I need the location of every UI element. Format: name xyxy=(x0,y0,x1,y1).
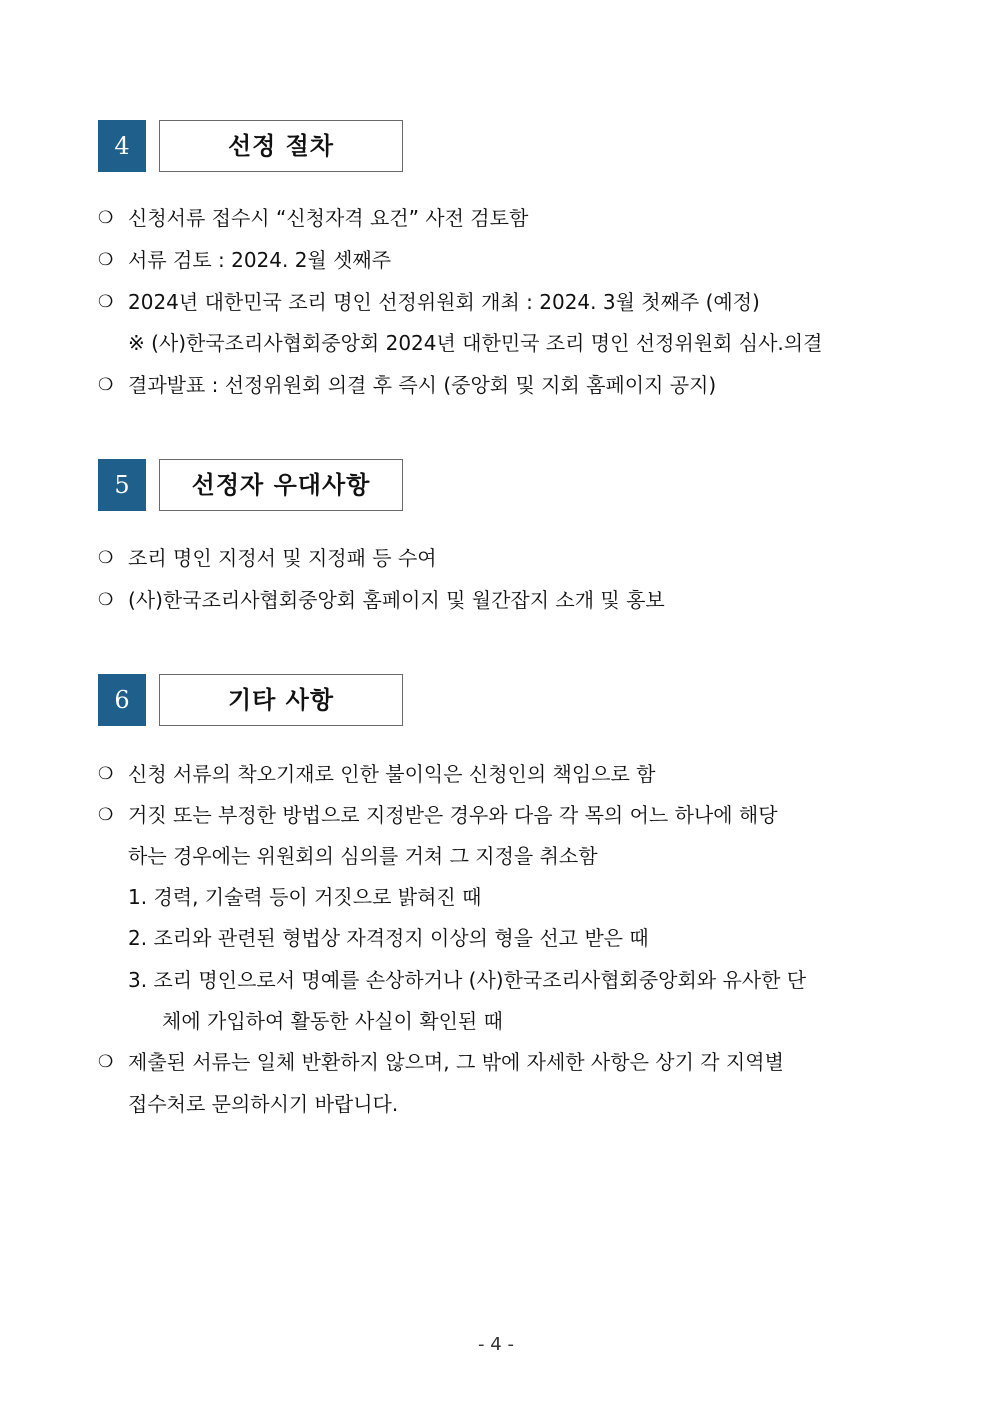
numbered-item: 2. 조리와 관련된 형법상 자격정지 이상의 형을 선고 받은 때 xyxy=(128,926,649,950)
circle-bullet-icon: ❍ xyxy=(98,590,114,610)
circle-bullet-icon: ❍ xyxy=(98,375,114,395)
list-item: ❍ 결과발표 : 선정위원회 의결 후 즉시 (중앙회 및 지회 홈페이지 공지) xyxy=(98,373,717,397)
numbered-item: 1. 경력, 기술력 등이 거짓으로 밝혀진 때 xyxy=(128,885,482,909)
numbered-item-continuation: 체에 가입하여 활동한 사실이 확인된 때 xyxy=(162,1009,503,1033)
list-item: ❍ (사)한국조리사협회중앙회 홈페이지 및 월간잡지 소개 및 홍보 xyxy=(98,588,665,612)
list-item: ❍ 신청 서류의 착오기재로 인한 불이익은 신청인의 책임으로 함 xyxy=(98,762,656,786)
list-item: ❍ 제출된 서류는 일체 반환하지 않으며, 그 밖에 자세한 사항은 상기 각 지역별 xyxy=(98,1050,784,1074)
section-title: 기타 사항 xyxy=(159,674,403,726)
circle-bullet-icon: ❍ xyxy=(98,548,114,568)
list-item-continuation: 하는 경우에는 위원회의 심의를 거쳐 그 지정을 취소함 xyxy=(128,844,598,868)
circle-bullet-icon: ❍ xyxy=(98,208,114,228)
list-item-continuation: 접수처로 문의하시기 바랍니다. xyxy=(128,1092,399,1116)
circle-bullet-icon: ❍ xyxy=(98,1052,114,1072)
circle-bullet-icon: ❍ xyxy=(98,805,114,825)
numbered-item: 3. 조리 명인으로서 명예를 손상하거나 (사)한국조리사협회중앙회와 유사한 단 xyxy=(128,968,807,992)
note-item: ※ (사)한국조리사협회중앙회 2024년 대한민국 조리 명인 선정위원회 심사.의결 xyxy=(128,331,823,355)
list-item: ❍ 서류 검토 : 2024. 2월 셋째주 xyxy=(98,248,392,272)
section-title: 선정자 우대사항 xyxy=(159,459,403,511)
circle-bullet-icon: ❍ xyxy=(98,764,114,784)
list-item: ❍ 조리 명인 지정서 및 지정패 등 수여 xyxy=(98,546,437,570)
section-number: 5 xyxy=(98,459,146,511)
section-number: 6 xyxy=(98,674,146,726)
list-item: ❍ 거짓 또는 부정한 방법으로 지정받은 경우와 다음 각 목의 어느 하나에 해당 xyxy=(98,803,778,827)
page-number: - 4 - xyxy=(478,1334,514,1355)
circle-bullet-icon: ❍ xyxy=(98,250,114,270)
section-number: 4 xyxy=(98,120,146,172)
section-title: 선정 절차 xyxy=(159,120,403,172)
circle-bullet-icon: ❍ xyxy=(98,292,114,312)
list-item: ❍ 2024년 대한민국 조리 명인 선정위원회 개최 : 2024. 3월 첫째주 (예정) xyxy=(98,290,760,314)
list-item: ❍ 신청서류 접수시 “신청자격 요건” 사전 검토함 xyxy=(98,206,529,230)
